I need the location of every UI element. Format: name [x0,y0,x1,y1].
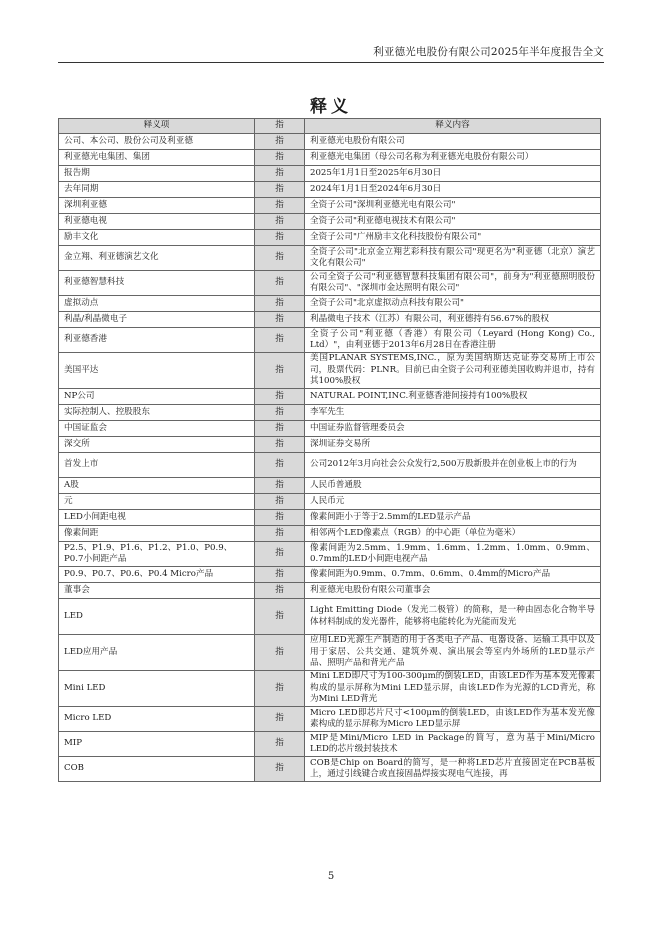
indicator-cell: 指 [255,182,305,198]
table-row [59,510,601,526]
definition-cell: 美国PLANAR SYSTEMS,INC.，原为美国纳斯达克证券交易所上市公司，股票代码：PLNR。目前已由全资子公司利亚德美国收购并退市，持有其100%股权 [305,353,601,389]
table-row [59,542,601,567]
table-row [59,599,601,635]
definition-cell: 人民币普通股 [305,478,601,494]
indicator-cell: 指 [255,494,305,510]
table-row [59,494,601,510]
definition-cell: Mini LED即尺寸为100-300μm的倒装LED，由该LED作为基本发光像素构成的显示屏称为Mini LED显示屏，由该LED作为光源的LCD背光，称为Mini LED背光 [305,671,601,707]
definition-cell: 全资子公司"利亚德（香港）有限公司（Leyard (Hong Kong) Co., Ltd）"，由利亚德于2013年6月28日在香港注册 [305,328,601,353]
table-row [59,478,601,494]
indicator-cell: 指 [255,757,305,782]
term-cell: 利亚德光电集团、集团 [59,150,255,166]
term-cell: 报告期 [59,166,255,182]
indicator-cell: 指 [255,542,305,567]
term-cell: 公司、本公司、股份公司及利亚德 [59,134,255,150]
term-cell: 董事会 [59,583,255,599]
table-row [59,757,601,782]
indicator-cell: 指 [255,271,305,296]
term-cell: 虚拟动点 [59,296,255,312]
table-row [59,421,601,437]
indicator-cell: 指 [255,230,305,246]
header-divider [58,62,604,63]
term-cell: 利晶/利晶微电子 [59,312,255,328]
definition-cell: 2025年1月1日至2025年6月30日 [305,166,601,182]
definition-cell: MIP是Mini/Micro LED in Package的简写，意为基于Mini/Micro LED的芯片级封装技术 [305,732,601,757]
term-cell: 实际控制人、控股股东 [59,405,255,421]
definition-cell: 应用LED光源生产制造的用于各类电子产品、电器设备、运输工具中以及用于家居、公共交通、建筑外观、演出展会等室内外场所的LED显示产品、照明产品和背光产品 [305,635,601,671]
term-cell: 利亚德智慧科技 [59,271,255,296]
term-cell: LED小间距电视 [59,510,255,526]
definition-cell: 公司全资子公司"利亚德智慧科技集团有限公司"，前身为"利亚德照明股份有限公司"、"深圳市金达照明有限公司" [305,271,601,296]
term-cell: NP公司 [59,389,255,405]
indicator-cell: 指 [255,510,305,526]
indicator-cell: 指 [255,707,305,732]
term-cell: 首发上市 [59,453,255,478]
term-cell: 利亚德电视 [59,214,255,230]
table-row [59,166,601,182]
table-row [59,437,601,453]
definition-cell: Light Emitting Diode（发光二极管）的简称，是一种由固态化合物半导体材料制成的发光器件，能够将电能转化为光能而发光 [305,599,601,635]
indicator-cell: 指 [255,421,305,437]
indicator-cell: 指 [255,405,305,421]
term-cell: 中国证监会 [59,421,255,437]
table-row [59,635,601,671]
indicator-cell: 指 [255,583,305,599]
table-row [59,271,601,296]
indicator-cell: 指 [255,567,305,583]
table-row [59,328,601,353]
table-row [59,526,601,542]
indicator-cell: 指 [255,599,305,635]
indicator-cell: 指 [255,312,305,328]
definition-cell: 像素间距为0.9mm、0.7mm、0.6mm、0.4mm的Micro产品 [305,567,601,583]
definition-cell: 全资子公司"北京金立翔艺彩科技有限公司"现更名为"利亚德（北京）演艺文化有限公司" [305,246,601,271]
term-cell: 元 [59,494,255,510]
term-cell: 励丰文化 [59,230,255,246]
term-cell: MIP [59,732,255,757]
indicator-cell: 指 [255,166,305,182]
term-cell: LED [59,599,255,635]
table-row [59,453,601,478]
definition-cell: 利晶微电子技术（江苏）有限公司，利亚德持有56.67%的股权 [305,312,601,328]
term-cell: 利亚德香港 [59,328,255,353]
definition-cell: 相邻两个LED像素点（RGB）的中心距（单位为毫米） [305,526,601,542]
table-row [59,405,601,421]
table-row [59,707,601,732]
indicator-cell: 指 [255,478,305,494]
indicator-cell: 指 [255,328,305,353]
table-row [59,296,601,312]
indicator-cell: 指 [255,134,305,150]
indicator-cell: 指 [255,198,305,214]
indicator-cell: 指 [255,389,305,405]
term-cell: Mini LED [59,671,255,707]
definition-cell: 中国证券监督管理委员会 [305,421,601,437]
indicator-cell: 指 [255,453,305,478]
page-number: 5 [327,871,335,882]
indicator-cell: 指 [255,214,305,230]
indicator-cell: 指 [255,353,305,389]
definition-cell: 全资子公司"利亚德电视技术有限公司" [305,214,601,230]
definition-cell: 利亚德光电股份有限公司 [305,134,601,150]
definition-cell: 像素间距小于等于2.5mm的LED显示产品 [305,510,601,526]
definition-cell: 全资子公司"深圳利亚德光电有限公司" [305,198,601,214]
definition-cell: 利亚德光电股份有限公司董事会 [305,583,601,599]
term-cell: 深圳利亚德 [59,198,255,214]
indicator-cell: 指 [255,671,305,707]
table-row [59,389,601,405]
definition-cell: 李军先生 [305,405,601,421]
table-row [59,150,601,166]
table-row [59,134,601,150]
term-cell: A股 [59,478,255,494]
report-header-title: 利亚德光电股份有限公司2025年半年度报告全文 [373,46,604,58]
table-row [59,230,601,246]
table-row [59,312,601,328]
glossary-table [58,118,601,782]
term-cell: Micro LED [59,707,255,732]
term-cell: LED应用产品 [59,635,255,671]
term-cell: 金立翔、利亚德演艺文化 [59,246,255,271]
column-header-indicator: 指 [255,119,305,134]
indicator-cell: 指 [255,635,305,671]
term-cell: P2.5、P1.9、P1.6、P1.2、P1.0、P0.9、P0.7小间距产品 [59,542,255,567]
definition-cell: Micro LED即芯片尺寸<100μm的倒装LED，由该LED作为基本发光像素构成的显示屏称为Micro LED显示屏 [305,707,601,732]
indicator-cell: 指 [255,437,305,453]
table-row [59,583,601,599]
term-cell: COB [59,757,255,782]
table-row [59,214,601,230]
definition-cell: 人民币元 [305,494,601,510]
definition-cell: 公司2012年3月向社会公众发行2,500万股新股并在创业板上市的行为 [305,453,601,478]
term-cell: 深交所 [59,437,255,453]
term-cell: 美国平达 [59,353,255,389]
indicator-cell: 指 [255,526,305,542]
column-header-term: 释义项 [59,119,255,134]
table-row [59,182,601,198]
table-row [59,198,601,214]
definition-cell: 全资子公司"北京虚拟动点科技有限公司" [305,296,601,312]
term-cell: P0.9、P0.7、P0.6、P0.4 Micro产品 [59,567,255,583]
definition-cell: 像素间距为2.5mm、1.9mm、1.6mm、1.2mm、1.0mm、0.9mm、0.7mm的LED小间距电视产品 [305,542,601,567]
table-row [59,567,601,583]
indicator-cell: 指 [255,150,305,166]
table-row [59,353,601,389]
definition-cell: NATURAL POINT,INC.利亚德香港间接持有100%股权 [305,389,601,405]
indicator-cell: 指 [255,246,305,271]
indicator-cell: 指 [255,296,305,312]
term-cell: 像素间距 [59,526,255,542]
table-row [59,671,601,707]
page-title: 释义 [310,97,352,117]
glossary-header-row [59,119,601,134]
table-row [59,246,601,271]
definition-cell: 2024年1月1日至2024年6月30日 [305,182,601,198]
definition-cell: COB是Chip on Board的简写，是一种将LED芯片直接固定在PCB基板上，通过引线键合或直接固晶焊接实现电气连接，再 [305,757,601,782]
column-header-definition: 释义内容 [305,119,601,134]
table-row [59,732,601,757]
definition-cell: 利亚德光电集团（母公司名称为利亚德光电股份有限公司） [305,150,601,166]
term-cell: 去年同期 [59,182,255,198]
indicator-cell: 指 [255,732,305,757]
definition-cell: 全资子公司"广州励丰文化科技股份有限公司" [305,230,601,246]
definition-cell: 深圳证券交易所 [305,437,601,453]
